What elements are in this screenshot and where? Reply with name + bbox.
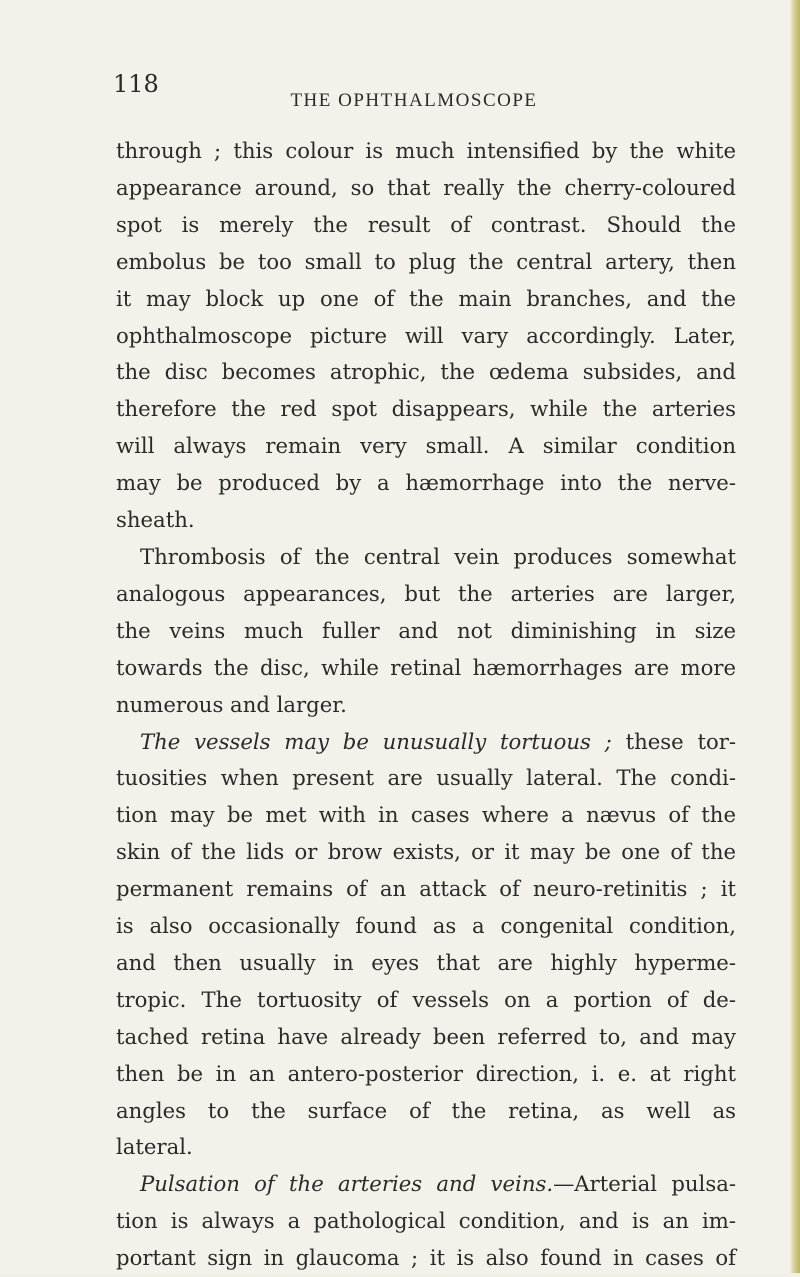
text-line: tached retina have already been referred to, and may [116, 1023, 736, 1049]
text-line: it may block up one of the main branches, and the [116, 285, 736, 311]
text-line: tuosities when present are usually lateral. The condi- [116, 765, 736, 791]
text-line [116, 1166, 736, 1203]
text-line: sheath. [116, 507, 195, 533]
text-line: angles to the surface of the retina, as well as [116, 1097, 736, 1123]
italic-heading: Pulsation of the arteries and veins. [140, 1171, 554, 1197]
text-line: therefore the red spot disappears, while the arteries [116, 396, 736, 422]
text-line: analogous appearances, but the arteries are larger, [116, 580, 736, 606]
text-line: will always remain very small. A similar condition [116, 433, 736, 459]
text-line: may be produced by a hæmorrhage into the nerve- [116, 470, 736, 496]
text-line [116, 724, 736, 761]
text-line: permanent remains of an attack of neuro-retinitis ; it [116, 876, 736, 902]
text-line: spot is merely the result of contrast. Should the [116, 211, 736, 237]
italic-heading: The vessels may be unusually tortuous ; [140, 728, 612, 754]
text-line: through ; this colour is much intensified by the white [116, 138, 736, 163]
page-edge [790, 0, 800, 1273]
running-title: THE OPHTHALMOSCOPE [290, 90, 538, 111]
text-line: is also occasionally found as a congenital condition, [116, 913, 736, 939]
text-line: ophthalmoscope picture will vary accordingly. Later, [116, 322, 736, 348]
text-line: tion may be met with in cases where a nævus of the [116, 802, 736, 828]
text-line: the veins much fuller and not diminishing in size [116, 617, 736, 643]
text-line: skin of the lids or brow exists, or it may be one of the [116, 839, 736, 865]
text-line: tropic. The tortuosity of vessels on a portion of de- [116, 986, 736, 1012]
text-line: appearance around, so that really the cherry-coloured [116, 174, 736, 200]
page-number: 118 [113, 70, 159, 98]
text-line: embolus be too small to plug the central artery, then [116, 248, 736, 274]
text-segment: these tor- [625, 728, 737, 754]
text-line: tion is always a pathological condition, and is an im- [116, 1208, 736, 1234]
text-line: portant sign in glaucoma ; it is also found in cases of [116, 1245, 736, 1271]
text-line: Thrombosis of the central vein produces somewhat [140, 543, 736, 569]
text-line: and then usually in eyes that are highly hyperme- [116, 949, 736, 975]
text-line: towards the disc, while retinal hæmorrhages are more [116, 654, 736, 680]
text-line: the disc becomes atrophic, the œdema subsides, and [116, 359, 736, 385]
text-segment: —Arterial pulsa- [553, 1171, 736, 1197]
text-line: lateral. [116, 1134, 193, 1160]
body-text [116, 133, 736, 1277]
text-line: then be in an antero-posterior direction, i. e. at right [116, 1060, 736, 1086]
text-line: numerous and larger. [116, 691, 347, 717]
